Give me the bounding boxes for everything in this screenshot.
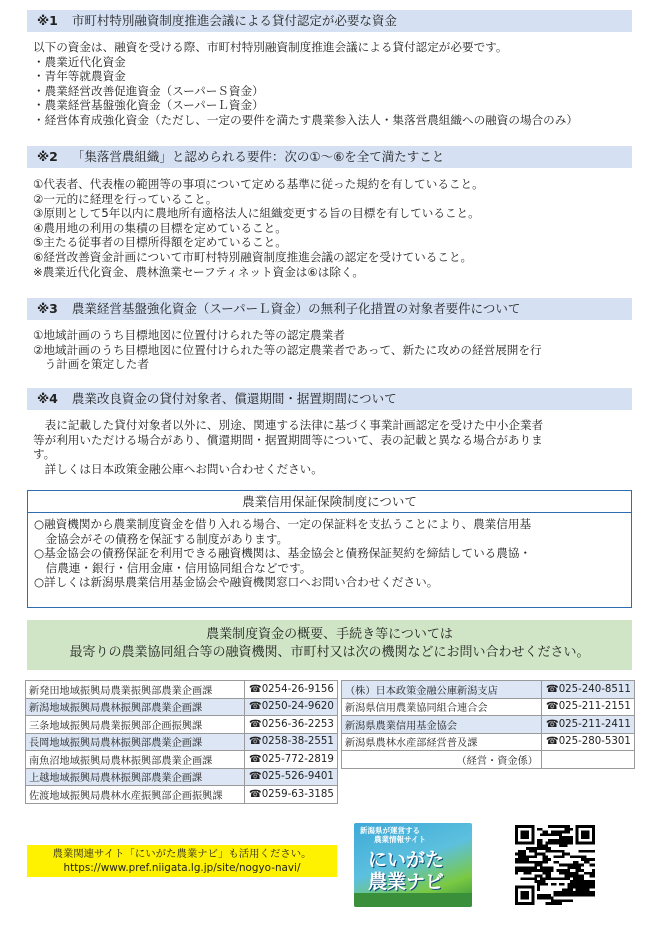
list-item: ・農業近代化資金 [33,54,126,69]
contact-name: 新潟県信用農業協同組合連合会 [342,698,542,716]
section1-heading [27,10,632,32]
list-item: ・青年等就農資金 [33,69,126,84]
inquiry-banner [27,620,632,670]
contact-note: （経営・資金係） [342,751,542,769]
contact-phone: ☎0254-26-9156 [245,681,338,699]
section1-body [33,40,633,128]
navi-url-link[interactable]: https://www.pref.niigata.lg.jp/site/nogyo-navi/ [63,862,301,874]
contact-name: 新潟県農林水産部経営普及課 [342,733,542,751]
section4-paragraph-cont: す。 [33,447,56,462]
contact-name: 新発田地域振興局農業振興部農業企画課 [26,681,245,699]
contacts-right-table [341,680,635,769]
list-item: ②地域計画のうち目標地図に位置付けられた等の認定農業者であって、新たに攻めの経営展開を行 [33,342,542,357]
section4-body [33,418,633,476]
contact-name: 南魚沼地域振興局農林振興部農業企画課 [26,751,245,769]
list-item: ・農業経営改善促進資金（スーパーＳ資金） [33,83,264,98]
list-item: ・農業経営基盤強化資金（スーパーＬ資金） [33,98,264,113]
contact-phone: ☎0250-24-9620 [245,698,338,716]
table-row [26,768,338,786]
section4-title: 農業改良資金の貸付対象者、償還期間・据置期間について [71,391,397,406]
section4-heading [27,388,632,410]
banner-title-2: 農業ナビ [368,871,445,893]
banner-tagline-1: 新潟県が運営する [360,826,420,835]
table-row [342,733,635,751]
contact-phone: ☎025-280-5301 [542,733,635,751]
contact-phone: ☎025-772-2819 [245,751,338,769]
list-item: ⑥経営改善資金計画について市町村特別融資制度推進会議の認定を受けていること。 [33,249,473,264]
guarantee-title: 農業信用保証保険制度について [28,491,631,513]
guarantee-line: ○詳しくは新潟県農業信用基金協会や融資機関窓口へお問い合わせください。 [34,575,439,590]
section1-intro: 以下の資金は、融資を受ける際、市町村特別融資制度推進会議による貸付認定が必要です。 [33,40,508,54]
section3-body [33,328,633,372]
section1-title: 市町村特別融資制度推進会議による貸付認定が必要な資金 [71,13,397,28]
table-row [26,698,338,716]
qr-code-icon[interactable] [512,825,598,905]
guarantee-box [27,490,632,608]
list-item: ・経営体育成強化資金（ただし、一定の要件を満たす農業参入法人・集落営農組織への融資の場合のみ） [33,112,578,127]
banner-tagline-2: 農業情報サイト [374,835,426,844]
list-item: ①地域計画のうち目標地図に位置付けられた等の認定農業者 [33,328,345,342]
section2-body [33,177,633,279]
list-item: ⑤主たる従事者の目標所得額を定めていること。 [33,235,287,250]
table-row [26,786,338,804]
navi-note [27,845,337,877]
niigata-navi-banner[interactable] [354,823,472,907]
section2-mark: ※2 [37,149,58,164]
table-row [342,681,635,699]
banner-title-1: にいがた [368,849,445,871]
inquiry-line2: 最寄りの農業協同組合等の融資機関、市町村又は次の機関などにお問い合わせください。 [69,645,590,660]
contact-phone: ☎025-211-2151 [542,698,635,716]
section4-paragraph-cont: 等が利用いただける場合があり、償還期間・据置期間等について、表の記載と異なる場合がありま [33,432,543,447]
contact-phone: ☎0258-38-2551 [245,733,338,751]
guarantee-line: ○融資機関から農業制度資金を借り入れる場合、一定の保証料を支払うことにより、農業信用基 [34,517,532,531]
banner-title [368,849,444,893]
contact-note-spacer [542,751,635,769]
guarantee-line: ○基金協会の債務保証を利用できる融資機関は、基金協会と債務保証契約を締結している農協・ [34,546,532,561]
section2-heading [27,146,632,168]
guarantee-body [28,513,631,594]
contact-name: 上越地域振興局農林振興部農業企画課 [26,768,245,786]
section2-title: 「集落営農組織」と認められる要件：次の①～⑥を全て満たすこと [71,149,445,164]
list-item: ③原則として5年以内に農地所有適格法人に組織変更する旨の目標を有していること。 [33,206,480,221]
list-item: ①代表者、代表権の範囲等の事項について定める基準に従った規約を有していること。 [33,177,484,191]
contact-name: 佐渡地域振興局農林水産振興部企画振興課 [26,786,245,804]
guarantee-line: 信農連・銀行・信用金庫・信用協同組合などです。 [34,560,312,575]
table-row [26,681,338,699]
contacts-left-table [25,680,338,804]
contact-phone: ☎0259-63-3185 [245,786,338,804]
inquiry-line1: 農業制度資金の概要、手続き等については [206,627,453,642]
contact-name: 新潟県農業信用基金協会 [342,716,542,734]
table-row [342,716,635,734]
contact-phone: ☎025-526-9401 [245,768,338,786]
section4-mark: ※4 [37,391,58,406]
table-row [26,733,338,751]
navi-note-text: 農業関連サイト「にいがた農業ナビ」も活用ください。 [52,848,312,860]
banner-photo-strip [354,893,472,907]
table-row [342,698,635,716]
section4-contact-note: 詳しくは日本政策金融公庫へお問い合わせください。 [44,461,323,476]
contact-phone: ☎025-211-2411 [542,716,635,734]
list-item: ②一元的に経理を行っていること。 [33,191,218,206]
table-row [26,716,338,734]
table-row [26,751,338,769]
list-item: ④農用地の利用の集積の目標を定めていること。 [33,220,287,235]
contact-phone: ☎025-240-8511 [542,681,635,699]
section3-mark: ※3 [37,301,58,316]
contact-name: 長岡地域振興局農林振興部農業企画課 [26,733,245,751]
list-item: ※農業近代化資金、農林漁業セーフティネット資金は⑥は除く。 [33,264,364,279]
contact-name: （株）日本政策金融公庫新潟支店 [342,681,542,699]
banner-tagline [360,826,426,844]
section3-title: 農業経営基盤強化資金（スーパーＬ資金）の無利子化措置の対象者要件について [71,301,521,316]
section3-heading [27,298,632,320]
section1-mark: ※1 [37,13,58,28]
list-item: う計画を策定した者 [44,357,149,372]
contact-name: 三条地域振興局農業振興部企画振興課 [26,716,245,734]
contact-name: 新潟地域振興局農林振興部農業企画課 [26,698,245,716]
contact-phone: ☎0256-36-2253 [245,716,338,734]
table-row [342,751,635,769]
section4-paragraph: 表に記載した貸付対象者以外に、別途、関連する法律に基づく事業計画認定を受けた中小企業者 [44,418,544,432]
guarantee-line: 金協会がその債務を保証する制度があります。 [34,531,289,546]
